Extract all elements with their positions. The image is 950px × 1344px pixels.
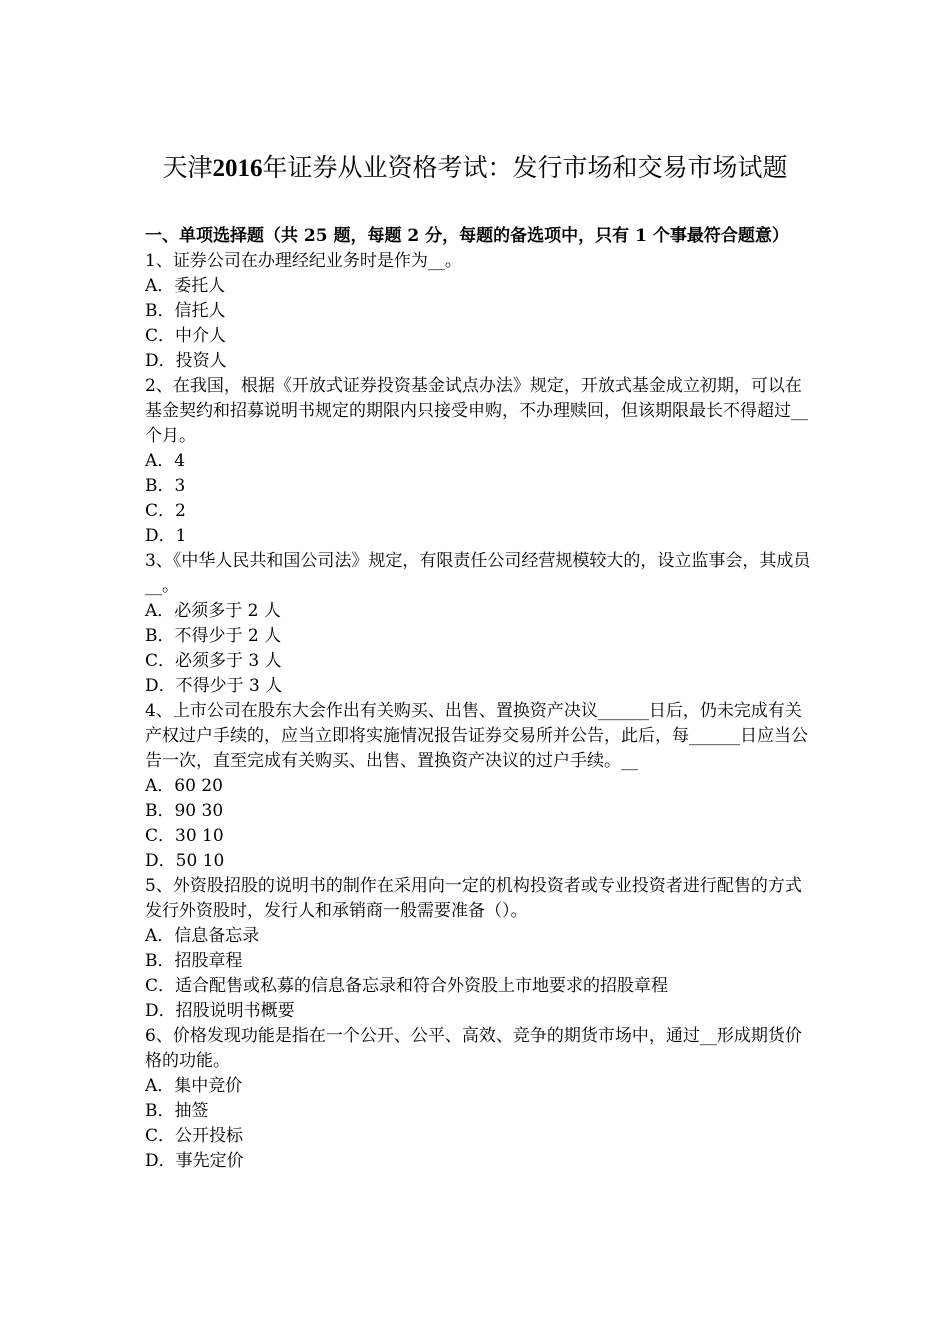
option-d: D．不得少于 3 人 [145, 676, 283, 696]
question-5 [145, 874, 813, 1024]
option-a: A．4 [145, 451, 186, 471]
option-c: C．中介人 [145, 326, 227, 346]
question-text: 6、价格发现功能是指在一个公开、公平、高效、竞争的期货市场中，通过__形成期货价格的功能。 [145, 1026, 802, 1071]
option-b: B．招股章程 [145, 951, 243, 971]
option-a: A．集中竞价 [145, 1076, 243, 1096]
option-a: A．信息备忘录 [145, 926, 260, 946]
question-text: 1、证券公司在办理经纪业务时是作为__。 [145, 251, 462, 271]
option-b: B．不得少于 2 人 [145, 626, 282, 646]
option-c: C．公开投标 [145, 1126, 244, 1146]
option-b: B．3 [145, 476, 186, 496]
question-text: 5、外资股招股的说明书的制作在采用向一定的机构投资者或专业投资者进行配售的方式发行外资股时，发行人和承销商一般需要准备（）。 [145, 876, 802, 921]
option-b: B．抽签 [145, 1101, 209, 1121]
option-d: D．招股说明书概要 [145, 1001, 295, 1021]
option-d: D．投资人 [145, 351, 227, 371]
option-a: A．60 20 [145, 776, 223, 796]
option-b: B．90 30 [145, 801, 224, 821]
question-4 [145, 699, 813, 874]
question-3 [145, 549, 813, 699]
option-c: C．必须多于 3 人 [145, 651, 282, 671]
question-text: 2、在我国，根据《开放式证券投资基金试点办法》规定，开放式基金成立初期，可以在基金契约和招募说明书规定的期限内只接受申购，不办理赎回，但该期限最长不得超过__个月。 [145, 376, 808, 446]
question-2 [145, 374, 813, 549]
title-year: 2016 [212, 155, 263, 182]
question-text: 3、《中华人民共和国公司法》规定，有限责任公司经营规模较大的，设立监事会，其成员__。 [145, 551, 811, 596]
option-d: D．事先定价 [145, 1151, 244, 1171]
question-6 [145, 1024, 813, 1174]
title-prefix: 天津 [162, 153, 213, 182]
option-b: B．信托人 [145, 301, 226, 321]
option-a: A．委托人 [145, 276, 226, 296]
document-title [0, 150, 950, 187]
option-a: A．必须多于 2 人 [145, 601, 281, 621]
question-text: 4、上市公司在股东大会作出有关购买、出售、置换资产决议______日后，仍未完成有关产权过户手续的，应当立即将实施情况报告证券交易所并公告，此后，每______日应当公告一次，直至完成有关购买、出售、置换资产决议的过户手续。__ [145, 701, 808, 771]
title-suffix: 年证券从业资格考试：发行市场和交易市场试题 [262, 153, 788, 182]
option-c: C．2 [145, 501, 186, 521]
option-d: D．1 [145, 526, 187, 546]
document-body [145, 224, 813, 1174]
section-heading: 一、单项选择题（共 25 题，每题 2 分，每题的备选项中，只有 1 个事最符合题意） [145, 226, 789, 246]
option-c: C．30 10 [145, 826, 224, 846]
question-1 [145, 249, 813, 374]
option-d: D．50 10 [145, 851, 225, 871]
option-c: C．适合配售或私募的信息备忘录和符合外资股上市地要求的招股章程 [145, 976, 669, 996]
